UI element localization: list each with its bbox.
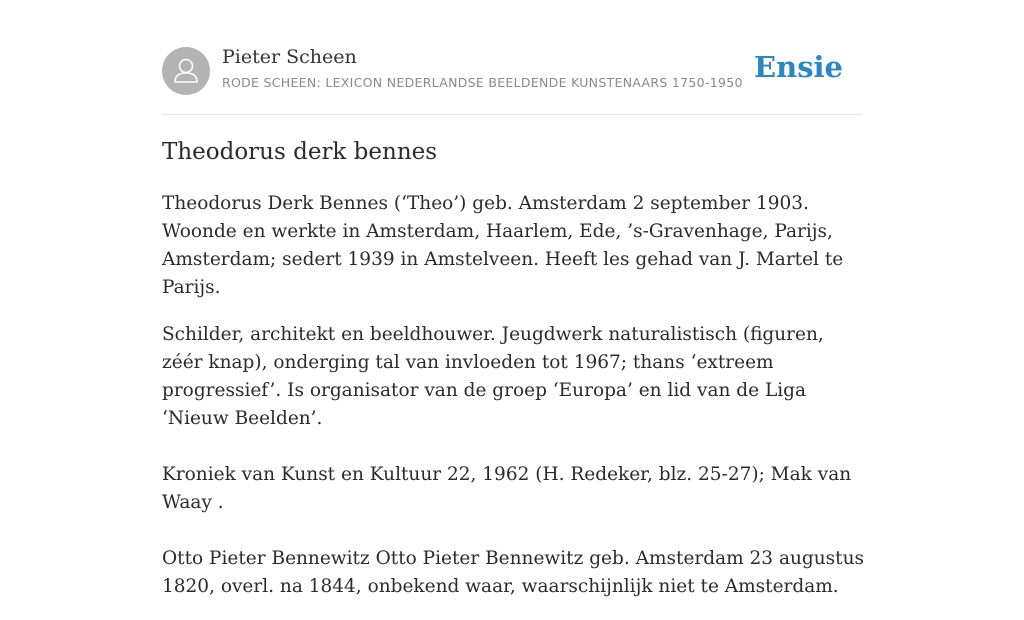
author-header: [162, 0, 862, 115]
page-container: [162, 0, 864, 597]
article-title: Theodorus derk bennes: [162, 139, 438, 165]
article-paragraph: Kroniek van Kunst en Kultuur 22, 1962 (H. Redeker, blz. 25-27); Mak van Waay .: [162, 464, 852, 513]
article-paragraph: Theodorus Derk Bennes (‘Theo’) geb. Amsterdam 2 september 1903. Woonde en werkte in Amsterdam, Haarlem, Ede, ’s-Gravenhage, Parijs, Amsterdam; sedert 1939 in Amstelveen. Heeft les gehad van J. Martel te Parijs.: [162, 193, 844, 298]
user-icon: [162, 47, 210, 95]
source-label[interactable]: RODE SCHEEN: LEXICON NEDERLANDSE BEELDENDE KUNSTENAARS 1750-1950: [222, 75, 743, 90]
author-name[interactable]: Pieter Scheen: [222, 46, 357, 68]
brand-logo[interactable]: Ensie: [754, 50, 843, 84]
article-paragraph: Otto Pieter Bennewitz Otto Pieter Bennewitz geb. Amsterdam 23 augustus 1820, overl. na 1844, onbekend waar, waarschijnlijk niet te Amsterdam.: [162, 548, 864, 597]
article-body: [162, 190, 866, 620]
article-paragraph: Schilder, architekt en beeldhouwer. Jeugdwerk naturalistisch (figuren, zéér knap), onderging tal van invloeden tot 1967; thans ‘extreem progressief’. Is organisator van de groep ‘Europa’ en lid van de Liga ‘Nieuw Beelden’.: [162, 324, 824, 429]
author-avatar[interactable]: [162, 47, 210, 95]
